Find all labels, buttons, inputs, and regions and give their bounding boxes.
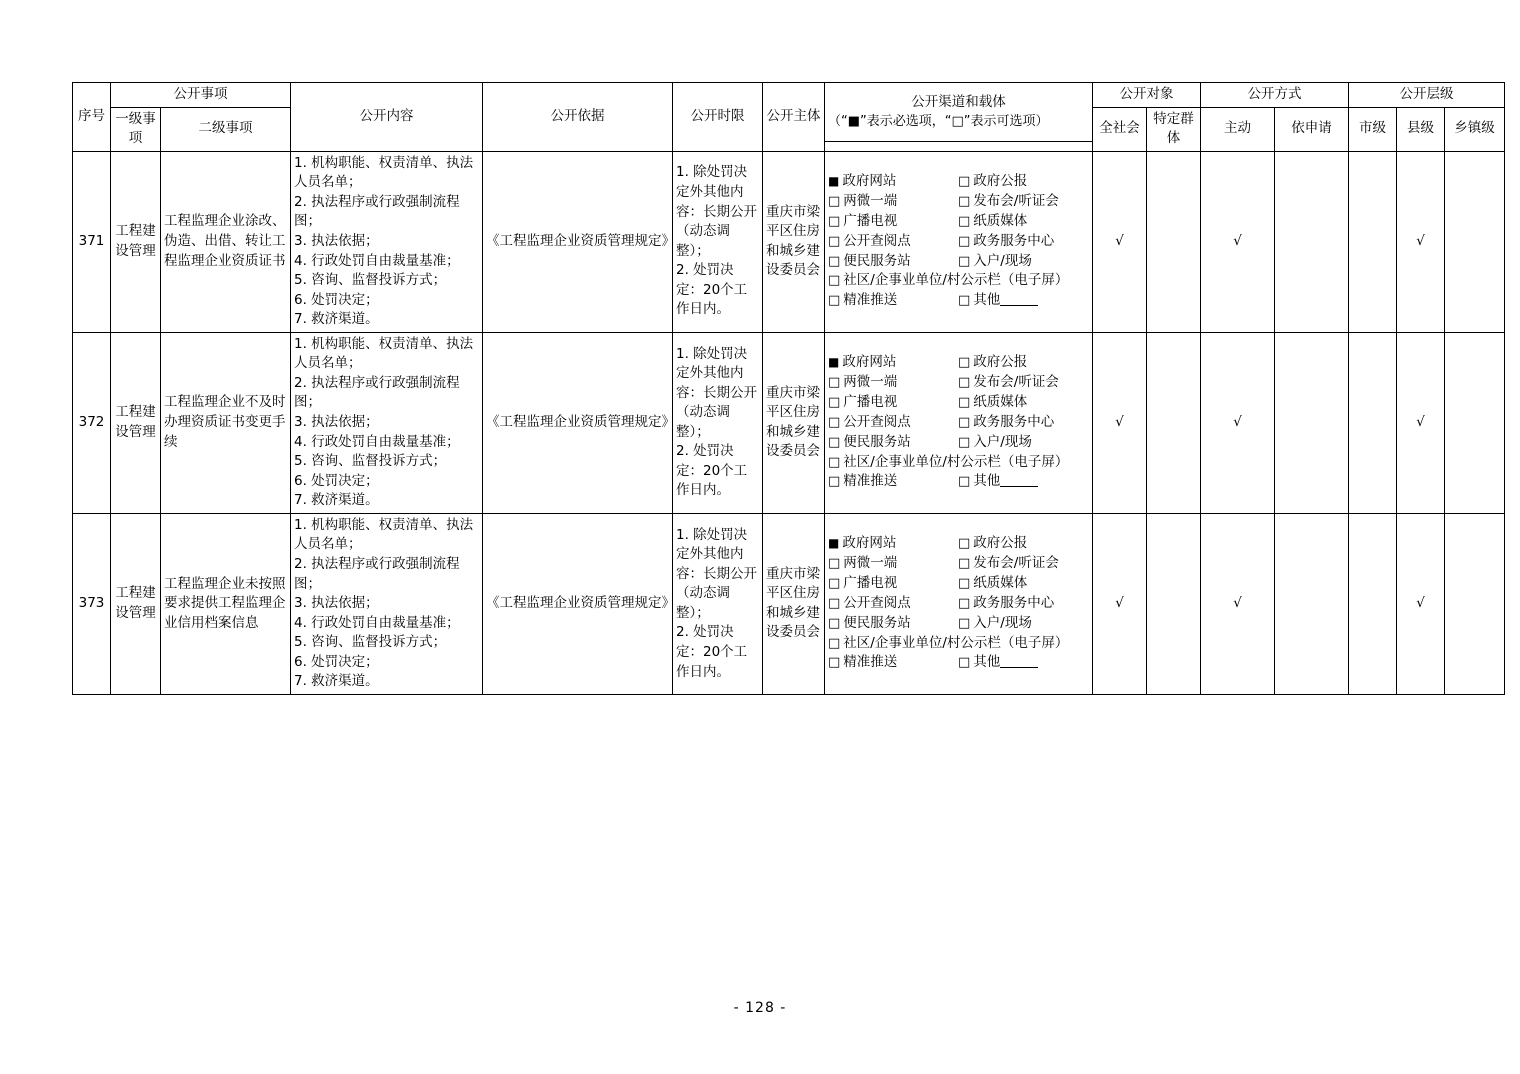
row-level-city (1349, 151, 1397, 332)
channel-option[interactable]: □ 纸质媒体 (958, 212, 1089, 232)
channel-option[interactable]: □ 广播电视 (828, 574, 956, 594)
header-channels (825, 83, 1093, 142)
row-channels[interactable] (825, 151, 1093, 332)
row-basis: 《工程监理企业资质管理规定》 (483, 332, 673, 513)
row-level-city (1349, 513, 1397, 694)
channel-option[interactable]: □ 两微一端 (828, 373, 956, 393)
row-level1-item: 工程建设管理 (111, 513, 161, 694)
header-channels-spacer (825, 142, 1093, 151)
header-level-city: 市级 (1349, 107, 1397, 151)
header-item-level1: 一级事项 (111, 107, 161, 151)
channel-option[interactable]: □ 便民服务站 (828, 252, 956, 272)
row-seq: 372 (73, 332, 111, 513)
row-level2-item: 工程监理企业不及时办理资质证书变更手续 (161, 332, 291, 513)
row-level2-item: 工程监理企业未按照要求提供工程监理企业信用档案信息 (161, 513, 291, 694)
row-method-active: √ (1201, 151, 1275, 332)
header-seq: 序号 (73, 83, 111, 152)
channel-option[interactable]: □ 政府公报 (958, 172, 1089, 192)
row-seq: 373 (73, 513, 111, 694)
channel-option[interactable]: □ 便民服务站 (828, 433, 956, 453)
header-audience: 公开对象 (1093, 83, 1201, 108)
channel-option[interactable]: □ 纸质媒体 (958, 574, 1089, 594)
row-level-town (1445, 513, 1505, 694)
channel-option[interactable]: □ 其他 (958, 472, 1089, 492)
row-level2-item: 工程监理企业涂改、伪造、出借、转让工程监理企业资质证书 (161, 151, 291, 332)
channel-option[interactable]: ■ 政府网站 (828, 172, 956, 192)
channel-option[interactable]: □ 两微一端 (828, 554, 956, 574)
row-content: 1. 机构职能、权责清单、执法人员名单； 2. 执法程序或行政强制流程图； 3. 执法依据； 4. 行政处罚自由裁量基准； 5. 咨询、监督投诉方式； 6. 处罚决定； 7. 救济渠道。 (291, 332, 483, 513)
header-audience-all: 全社会 (1093, 107, 1147, 151)
table-body (73, 151, 1505, 694)
row-level-county: √ (1397, 151, 1445, 332)
channel-option[interactable]: □ 政务服务中心 (958, 232, 1089, 252)
row-basis: 《工程监理企业资质管理规定》 (483, 513, 673, 694)
row-method-active: √ (1201, 513, 1275, 694)
row-method-request (1275, 332, 1349, 513)
row-level-town (1445, 151, 1505, 332)
row-content: 1. 机构职能、权责清单、执法人员名单； 2. 执法程序或行政强制流程图； 3. 执法依据； 4. 行政处罚自由裁量基准； 5. 咨询、监督投诉方式； 6. 处罚决定； 7. 救济渠道。 (291, 151, 483, 332)
row-method-request (1275, 513, 1349, 694)
table-row (73, 513, 1505, 694)
channel-option[interactable]: □ 精准推送 (828, 653, 956, 673)
row-level1-item: 工程建设管理 (111, 151, 161, 332)
row-channels[interactable] (825, 332, 1093, 513)
channel-option[interactable]: ■ 政府网站 (828, 353, 956, 373)
channel-option[interactable]: □ 入户/现场 (958, 252, 1089, 272)
header-channels-note: （“■”表示必选项，“□”表示可选项） (828, 113, 1049, 129)
channel-option[interactable]: □ 其他 (958, 653, 1089, 673)
channel-option[interactable]: □ 公开查阅点 (828, 413, 956, 433)
channel-option[interactable]: □ 社区/企事业单位/村公示栏（电子屏） (828, 271, 1089, 291)
channel-option[interactable]: □ 发布会/听证会 (958, 373, 1089, 393)
page-number: - 128 - (733, 1000, 787, 1016)
table-row (73, 151, 1505, 332)
row-subject: 重庆市梁平区住房和城乡建设委员会 (763, 513, 825, 694)
row-timeline: 1. 除处罚决定外其他内容：长期公开（动态调整）； 2. 处罚决定：20个工作日内。 (673, 513, 763, 694)
channel-option[interactable]: □ 入户/现场 (958, 614, 1089, 634)
header-method-active: 主动 (1201, 107, 1275, 151)
channel-option[interactable]: □ 广播电视 (828, 212, 956, 232)
header-channels-title: 公开渠道和载体 (911, 94, 1006, 110)
row-subject: 重庆市梁平区住房和城乡建设委员会 (763, 151, 825, 332)
channel-option[interactable]: □ 精准推送 (828, 472, 956, 492)
channel-option[interactable]: □ 政府公报 (958, 353, 1089, 373)
header-content: 公开内容 (291, 83, 483, 152)
row-level-city (1349, 332, 1397, 513)
channel-option[interactable]: □ 公开查阅点 (828, 232, 956, 252)
channel-option[interactable]: □ 公开查阅点 (828, 594, 956, 614)
channel-option[interactable]: □ 纸质媒体 (958, 393, 1089, 413)
header-timeline: 公开时限 (673, 83, 763, 152)
row-level-town (1445, 332, 1505, 513)
channel-option[interactable]: ■ 政府网站 (828, 534, 956, 554)
header-subject: 公开主体 (763, 83, 825, 152)
channel-option[interactable]: □ 社区/企事业单位/村公示栏（电子屏） (828, 453, 1089, 473)
header-method: 公开方式 (1201, 83, 1349, 108)
channel-option[interactable]: □ 发布会/听证会 (958, 554, 1089, 574)
row-level-county: √ (1397, 513, 1445, 694)
channel-option[interactable]: □ 政务服务中心 (958, 594, 1089, 614)
channel-option[interactable]: □ 其他 (958, 291, 1089, 311)
row-audience-all: √ (1093, 513, 1147, 694)
row-audience-specific (1147, 513, 1201, 694)
table-row (73, 332, 1505, 513)
header-items-group: 公开事项 (111, 83, 291, 108)
row-audience-specific (1147, 332, 1201, 513)
channel-option[interactable]: □ 精准推送 (828, 291, 956, 311)
row-audience-all: √ (1093, 151, 1147, 332)
row-seq: 371 (73, 151, 111, 332)
row-level-county: √ (1397, 332, 1445, 513)
channel-option[interactable]: □ 政务服务中心 (958, 413, 1089, 433)
row-audience-specific (1147, 151, 1201, 332)
row-basis: 《工程监理企业资质管理规定》 (483, 151, 673, 332)
channel-option[interactable]: □ 发布会/听证会 (958, 192, 1089, 212)
row-content: 1. 机构职能、权责清单、执法人员名单； 2. 执法程序或行政强制流程图； 3. 执法依据； 4. 行政处罚自由裁量基准； 5. 咨询、监督投诉方式； 6. 处罚决定； 7. 救济渠道。 (291, 513, 483, 694)
channel-option[interactable]: □ 社区/企事业单位/村公示栏（电子屏） (828, 634, 1089, 654)
row-channels[interactable] (825, 513, 1093, 694)
row-method-active: √ (1201, 332, 1275, 513)
row-subject: 重庆市梁平区住房和城乡建设委员会 (763, 332, 825, 513)
header-method-request: 依申请 (1275, 107, 1349, 151)
row-method-request (1275, 151, 1349, 332)
header-row-1 (73, 83, 1505, 108)
header-item-level2: 二级事项 (161, 107, 291, 151)
channel-option[interactable]: □ 入户/现场 (958, 433, 1089, 453)
channel-option[interactable]: □ 两微一端 (828, 192, 956, 212)
header-audience-specific: 特定群体 (1147, 107, 1201, 151)
row-timeline: 1. 除处罚决定外其他内容：长期公开（动态调整）； 2. 处罚决定：20个工作日内。 (673, 332, 763, 513)
channel-option[interactable]: □ 便民服务站 (828, 614, 956, 634)
header-basis: 公开依据 (483, 83, 673, 152)
header-level-county: 县级 (1397, 107, 1445, 151)
row-level1-item: 工程建设管理 (111, 332, 161, 513)
header-level: 公开层级 (1349, 83, 1505, 108)
row-audience-all: √ (1093, 332, 1147, 513)
disclosure-table (72, 82, 1505, 695)
channel-option[interactable]: □ 政府公报 (958, 534, 1089, 554)
row-timeline: 1. 除处罚决定外其他内容：长期公开（动态调整）； 2. 处罚决定：20个工作日内。 (673, 151, 763, 332)
table-header (73, 83, 1505, 152)
channel-option[interactable]: □ 广播电视 (828, 393, 956, 413)
header-level-town: 乡镇级 (1445, 107, 1505, 151)
